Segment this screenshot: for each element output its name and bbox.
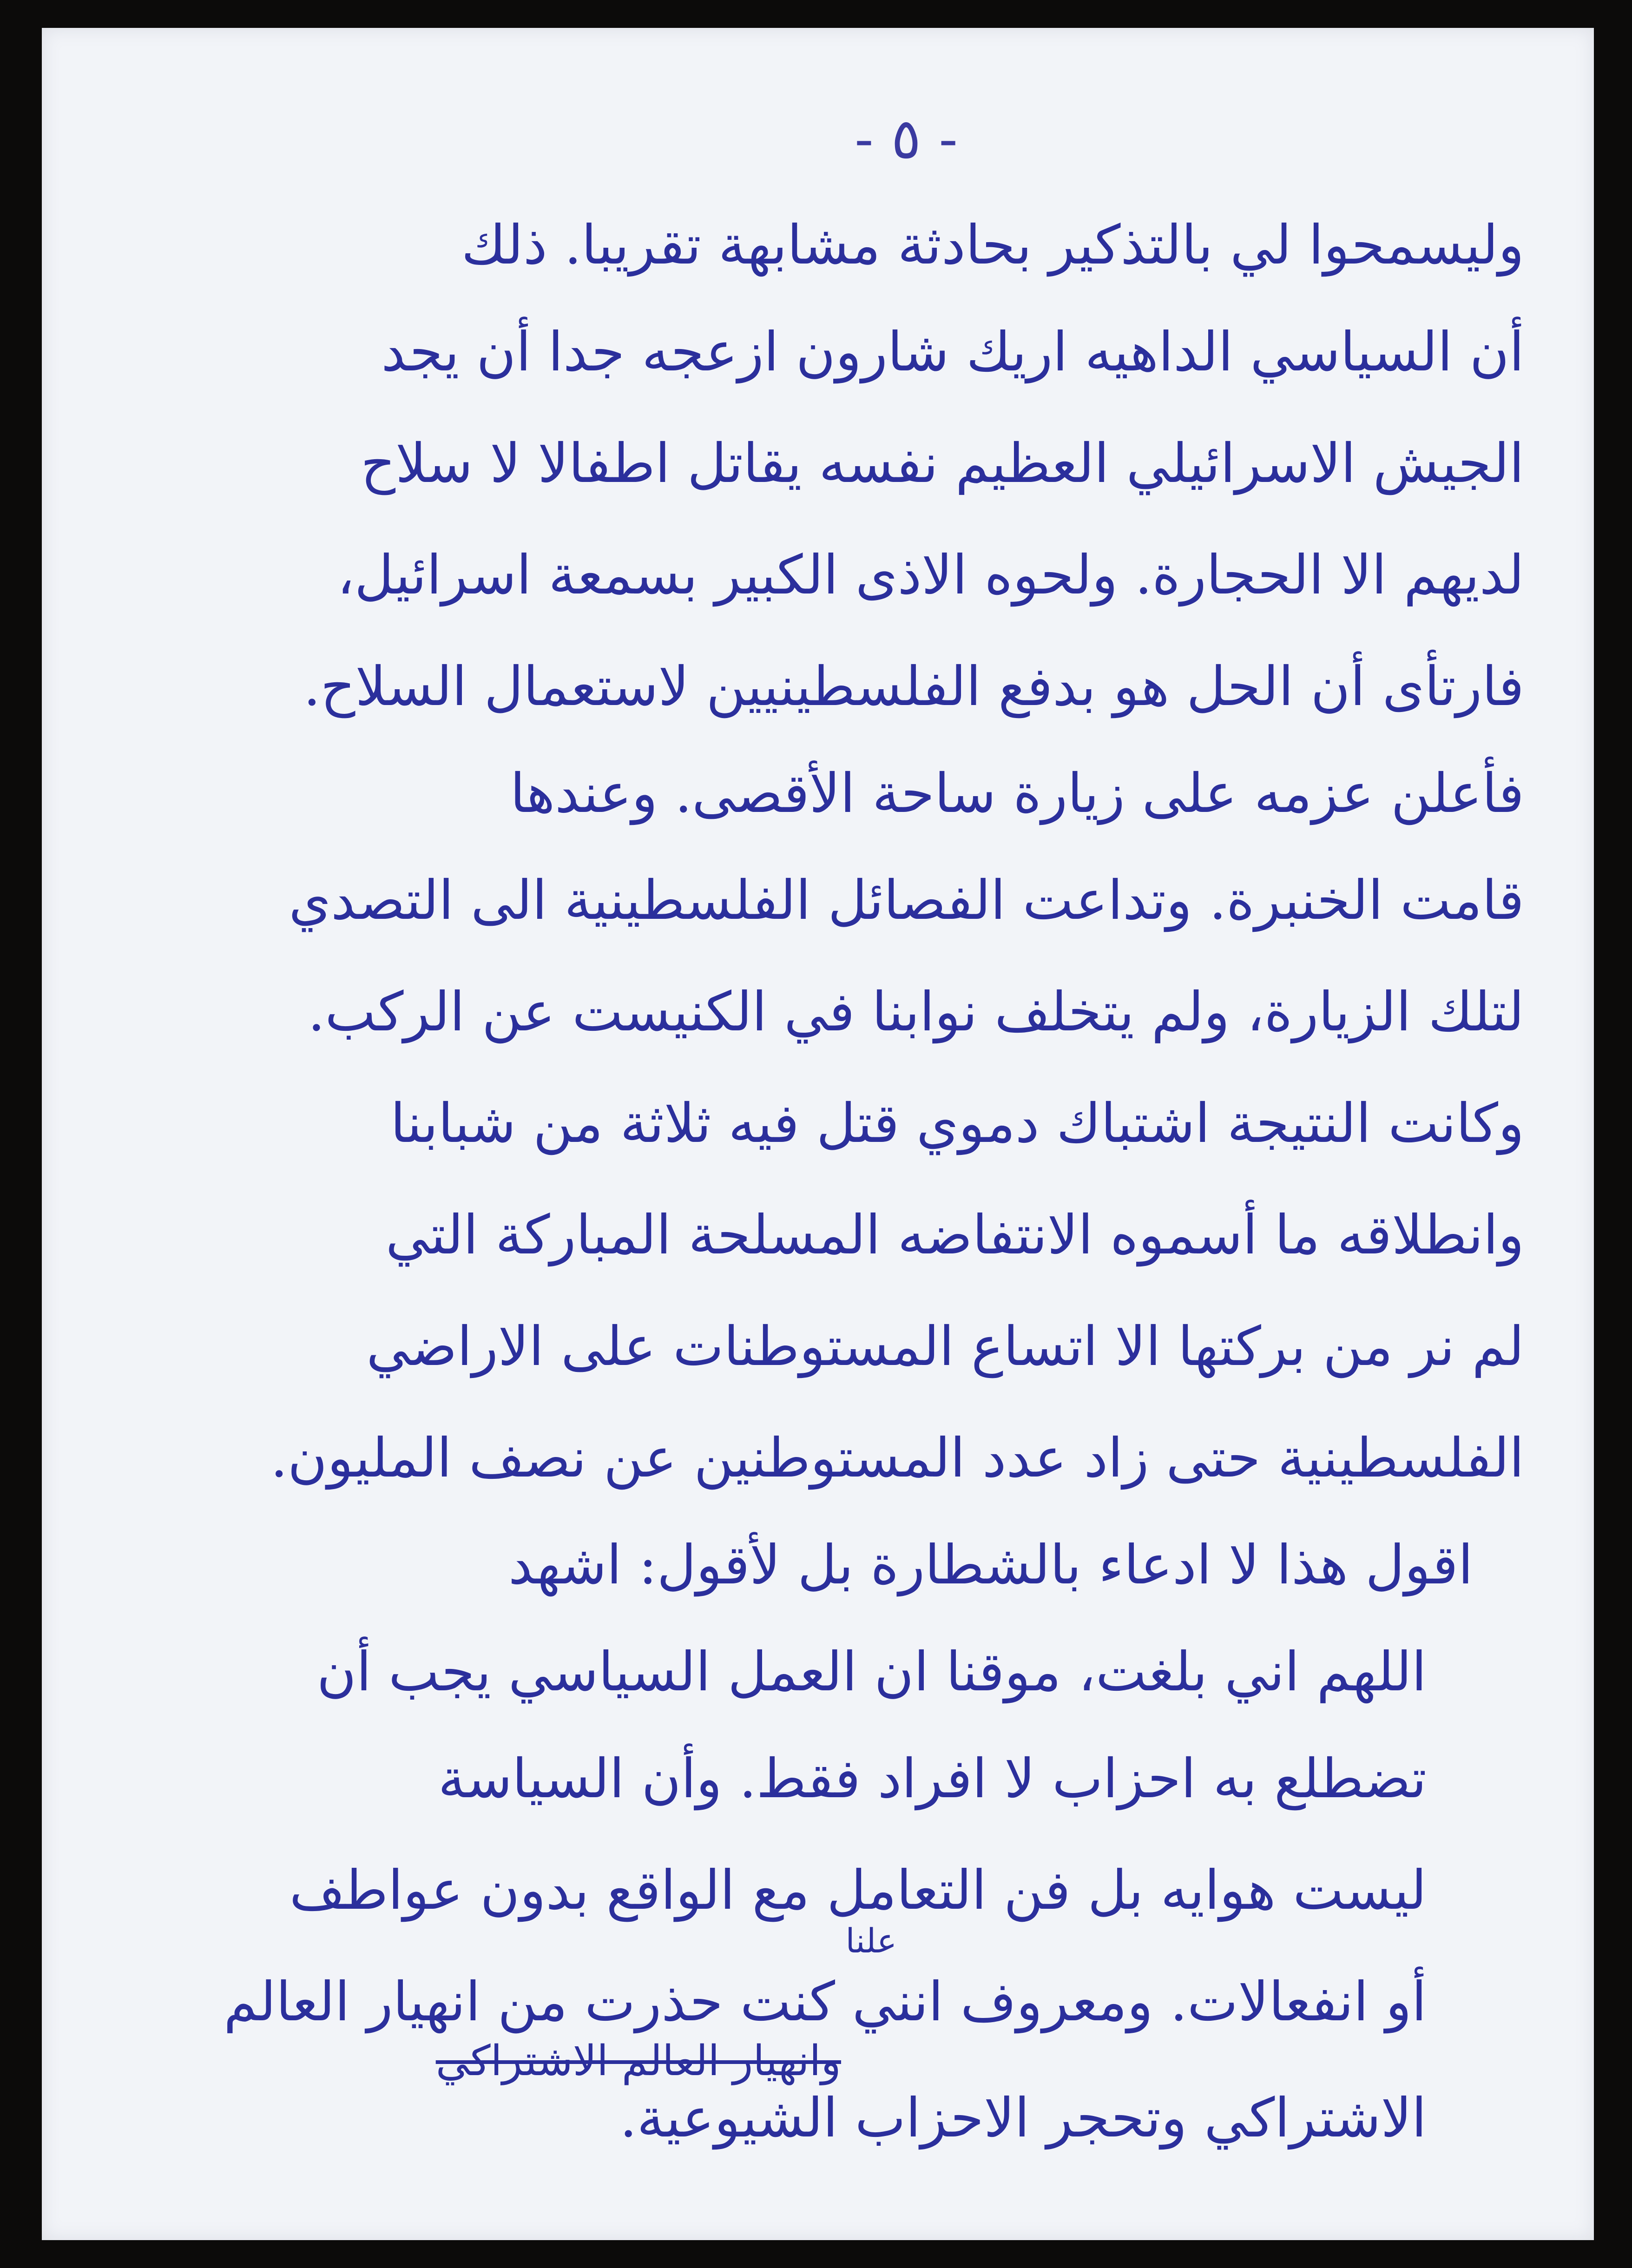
text-line-14: اللهم اني بلغت، موقنا ان العمل السياسي يجب أن [316, 1641, 1427, 1703]
text-line-3: الجيش الاسرائيلي العظيم نفسه يقاتل اطفالا لا سلاح [361, 432, 1524, 495]
insertion-above-line-17: علنا [845, 1921, 897, 1960]
text-line-6: فأعلن عزمه على زيارة ساحة الأقصى. وعندها [510, 762, 1524, 825]
text-line-18: الاشتراكي وتحجر الاحزاب الشيوعية. [619, 2087, 1427, 2149]
text-line-7: قامت الخنبرة. وتداعت الفصائل الفلسطينية الى التصدي [289, 869, 1524, 932]
text-line-1: وليسمحوا لي بالتذكير بحادثة مشابهة تقريبا. ذلك [461, 214, 1524, 277]
page-number: - ٥ - [855, 107, 958, 171]
text-line-4: لديهم الا الحجارة. ولحوه الاذى الكبير بسمعة اسرائيل، [337, 544, 1524, 607]
text-line-11: لم نر من بركتها الا اتساع المستوطنات على الاراضي [366, 1315, 1524, 1378]
text-line-9: وكانت النتيجة اشتباك دموي قتل فيه ثلاثة من شبابنا [390, 1092, 1524, 1155]
handwritten-text [42, 28, 1594, 2240]
text-line-2: أن السياسي الداهيه اريك شارون ازعجه جدا أن يجد [381, 321, 1524, 383]
text-line-15: تضطلع به احزاب لا افراد فقط. وأن السياسة [438, 1747, 1427, 1810]
text-line-5: فارتأى أن الحل هو بدفع الفلسطينيين لاستعمال السلاح. [303, 655, 1524, 718]
text-line-16: ليست هوايه بل فن التعامل مع الواقع بدون عواطف [289, 1859, 1427, 1922]
text-line-12: الفلسطينية حتى زاد عدد المستوطنين عن نصف المليون. [270, 1427, 1524, 1490]
struck-text-margin: وانهيار العالم الاشتراكي [435, 2037, 841, 2085]
text-line-10: وانطلاقه ما أسموه الانتفاضه المسلحة المباركة التي [385, 1204, 1524, 1266]
manuscript-page [42, 28, 1594, 2240]
text-line-13: اقول هذا لا ادعاء بالشطارة بل لأقول: اشهد [508, 1534, 1473, 1596]
text-line-17: أو انفعالات. ومعروف انني كنت حذرت من انهيار العالم [224, 1971, 1427, 2033]
text-line-8: لتلك الزيارة، ولم يتخلف نوابنا في الكنيست عن الركب. [308, 981, 1524, 1043]
